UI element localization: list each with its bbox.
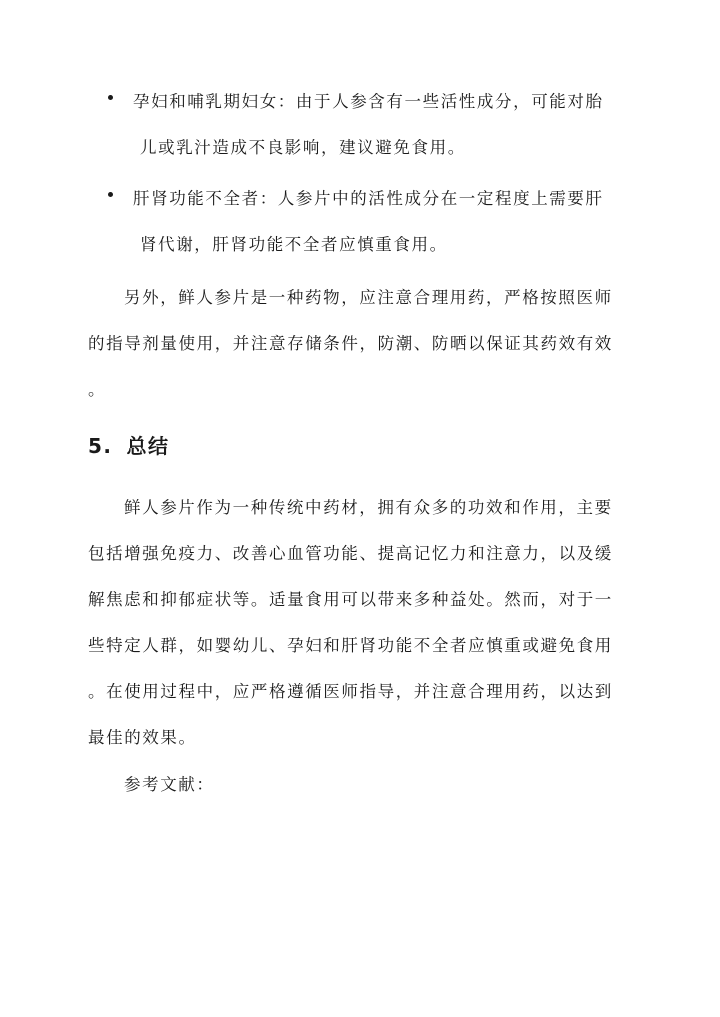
bullet-dot-icon [108,192,113,197]
paragraph-line: 的指导剂量使用，并注意存储条件，防潮、防晒以保证其药效有效 [88,334,613,353]
paragraph-line: 另外，鲜人参片是一种药物，应注意合理用药，严格按照医师 [124,288,613,307]
paragraph-line: 。在使用过程中，应严格遵循医师指导，并注意合理用药，以达到 [88,682,613,701]
paragraph-summary [88,485,636,761]
references-label: 参考文献： [124,775,215,794]
section-heading [88,428,170,464]
paragraph-line: 解焦虑和抑郁症状等。适量食用可以带来多种益处。然而，对于一 [88,590,613,609]
bullet-text [133,79,633,171]
paragraph-line: 最佳的效果。 [88,728,197,747]
section-title: 总结 [126,434,170,458]
bullet-line: 肾代谢，肝肾功能不全者应慎重食用。 [140,235,448,254]
paragraph-line: 。 [88,380,107,399]
bullet-dot-icon [108,95,113,100]
paragraph-line: 些特定人群，如婴幼儿、孕妇和肝肾功能不全者应慎重或避免食用 [88,636,613,655]
paragraph-line: 包括增强免疫力、改善心血管功能、提高记忆力和注意力，以及缓 [88,544,613,563]
bullet-text [133,176,633,268]
section-number: 5. [88,434,113,458]
bullet-line: 孕妇和哺乳期妇女：由于人参含有一些活性成分，可能对胎 [133,92,604,111]
bullet-line: 肝肾功能不全者：人参片中的活性成分在一定程度上需要肝 [133,189,604,208]
bullet-line: 儿或乳汁造成不良影响，建议避免食用。 [140,138,466,157]
paragraph-line: 鲜人参片作为一种传统中药材，拥有众多的功效和作用，主要 [124,498,613,517]
paragraph-dosage-note [88,275,636,413]
